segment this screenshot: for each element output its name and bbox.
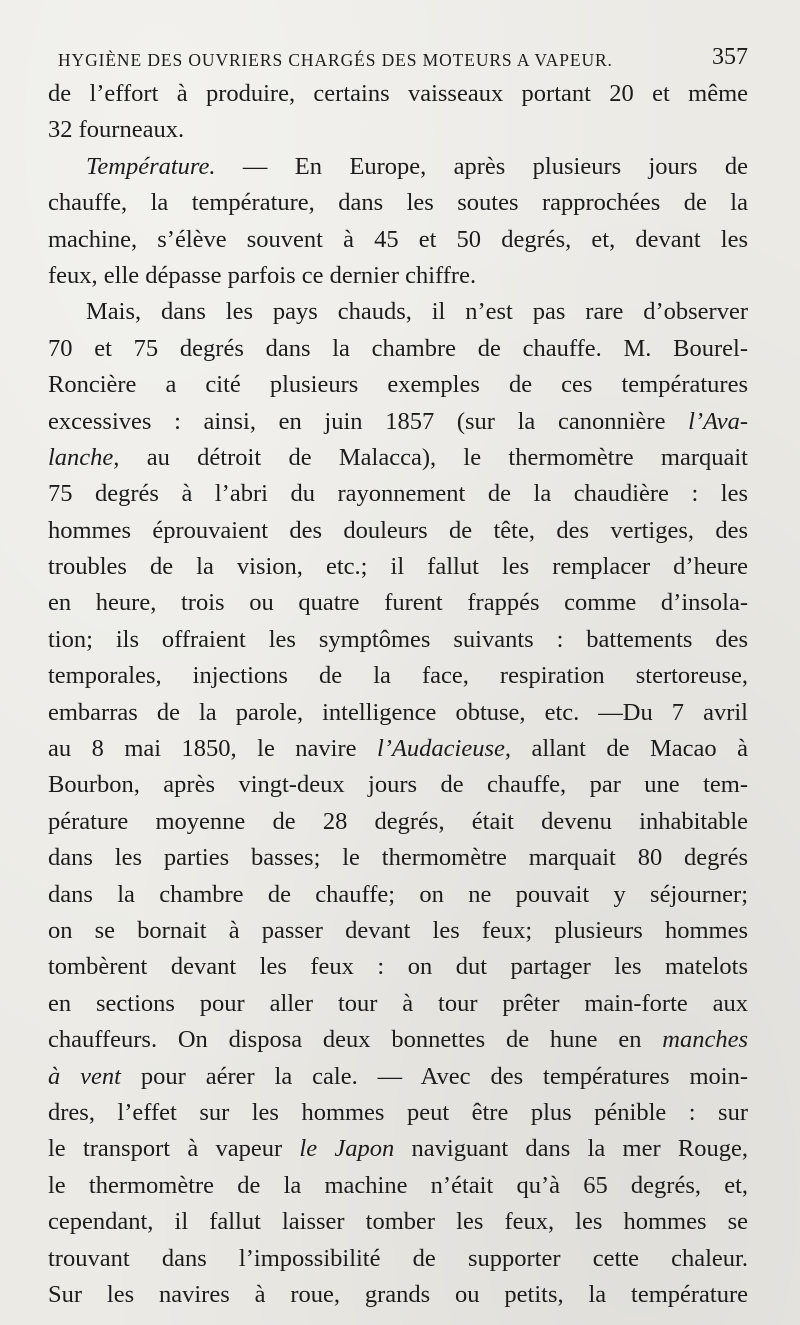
text-line: chauffe, la température, dans les soutes rapprochées de la <box>48 189 748 217</box>
text-line: tion; ils offraient les symptômes suivants : battements des <box>48 625 748 653</box>
text-line: cependant, il fallut laisser tomber les feux, les hommes se <box>48 1208 748 1236</box>
text-line: troubles de la vision, etc.; il fallut les remplacer d’heure <box>48 553 748 581</box>
text-line: tombèrent devant les feux : on dut partager les matelots <box>48 953 748 981</box>
text-line: Température. — En Europe, après plusieurs jours de <box>86 152 748 180</box>
text-line: le thermomètre de la machine n’était qu’à 65 degrés, et, <box>48 1171 748 1199</box>
text-line: trouvant dans l’impossibilité de supporter cette chaleur. <box>48 1244 748 1272</box>
text-line: dres, l’effet sur les hommes peut être plus pénible : sur <box>48 1098 748 1126</box>
text-line: feux, elle dépasse parfois ce dernier chiffre. <box>48 261 477 289</box>
running-head <box>58 44 748 76</box>
section-heading: Température. <box>86 152 216 180</box>
text-line: hommes éprouvaient des douleurs de tête, des vertiges, des <box>48 516 748 544</box>
text-line: en sections pour aller tour à tour prêter main-forte aux <box>48 989 748 1017</box>
text-line: à vent pour aérer la cale. — Avec des températures moin- <box>48 1062 748 1090</box>
page-number: 357 <box>712 44 748 70</box>
text-line: pérature moyenne de 28 degrés, était devenu inhabitable <box>48 807 748 835</box>
text-line: dans la chambre de chauffe; on ne pouvait y séjourner; <box>48 880 748 908</box>
text-line: 70 et 75 degrés dans la chambre de chauffe. M. Bourel- <box>48 334 748 362</box>
text-line: 75 degrés à l’abri du rayonnement de la chaudière : les <box>48 480 748 508</box>
text-line: machine, s’élève souvent à 45 et 50 degrés, et, devant les <box>48 225 748 253</box>
text-line: on se bornait à passer devant les feux; plusieurs hommes <box>48 916 748 944</box>
text-line: chauffeurs. On disposa deux bonnettes de hune en manches <box>48 1026 748 1054</box>
running-title: HYGIÈNE DES OUVRIERS CHARGÉS DES MOTEURS A VAPEUR. <box>58 50 613 70</box>
text-line: Roncière a cité plusieurs exemples de ces températures <box>48 371 748 399</box>
text-line: Sur les navires à roue, grands ou petits, la température <box>48 1280 748 1308</box>
text-line: au 8 mai 1850, le navire l’Audacieuse, allant de Macao à <box>48 735 748 763</box>
text-line: de l’effort à produire, certains vaisseaux portant 20 et même <box>48 80 748 107</box>
text-line: embarras de la parole, intelligence obtuse, etc. —Du 7 avril <box>48 698 748 726</box>
text-line: excessives : ainsi, en juin 1857 (sur la canonnière l’Ava- <box>48 407 748 435</box>
text-line: lanche, au détroit de Malacca), le thermomètre marquait <box>48 443 748 471</box>
text-line: en heure, trois ou quatre furent frappés comme d’insola- <box>48 589 748 617</box>
text-line: dans les parties basses; le thermomètre marquait 80 degrés <box>48 844 748 872</box>
text-line: 32 fourneaux. <box>48 116 185 144</box>
text-line: le transport à vapeur le Japon naviguant dans la mer Rouge, <box>48 1135 748 1163</box>
body-text <box>48 76 748 1313</box>
text-line: temporales, injections de la face, respiration stertoreuse, <box>48 662 748 690</box>
text-line: Mais, dans les pays chauds, il n’est pas rare d’observer <box>86 298 748 326</box>
text-line: Bourbon, après vingt-deux jours de chauffe, par une tem- <box>48 771 748 799</box>
